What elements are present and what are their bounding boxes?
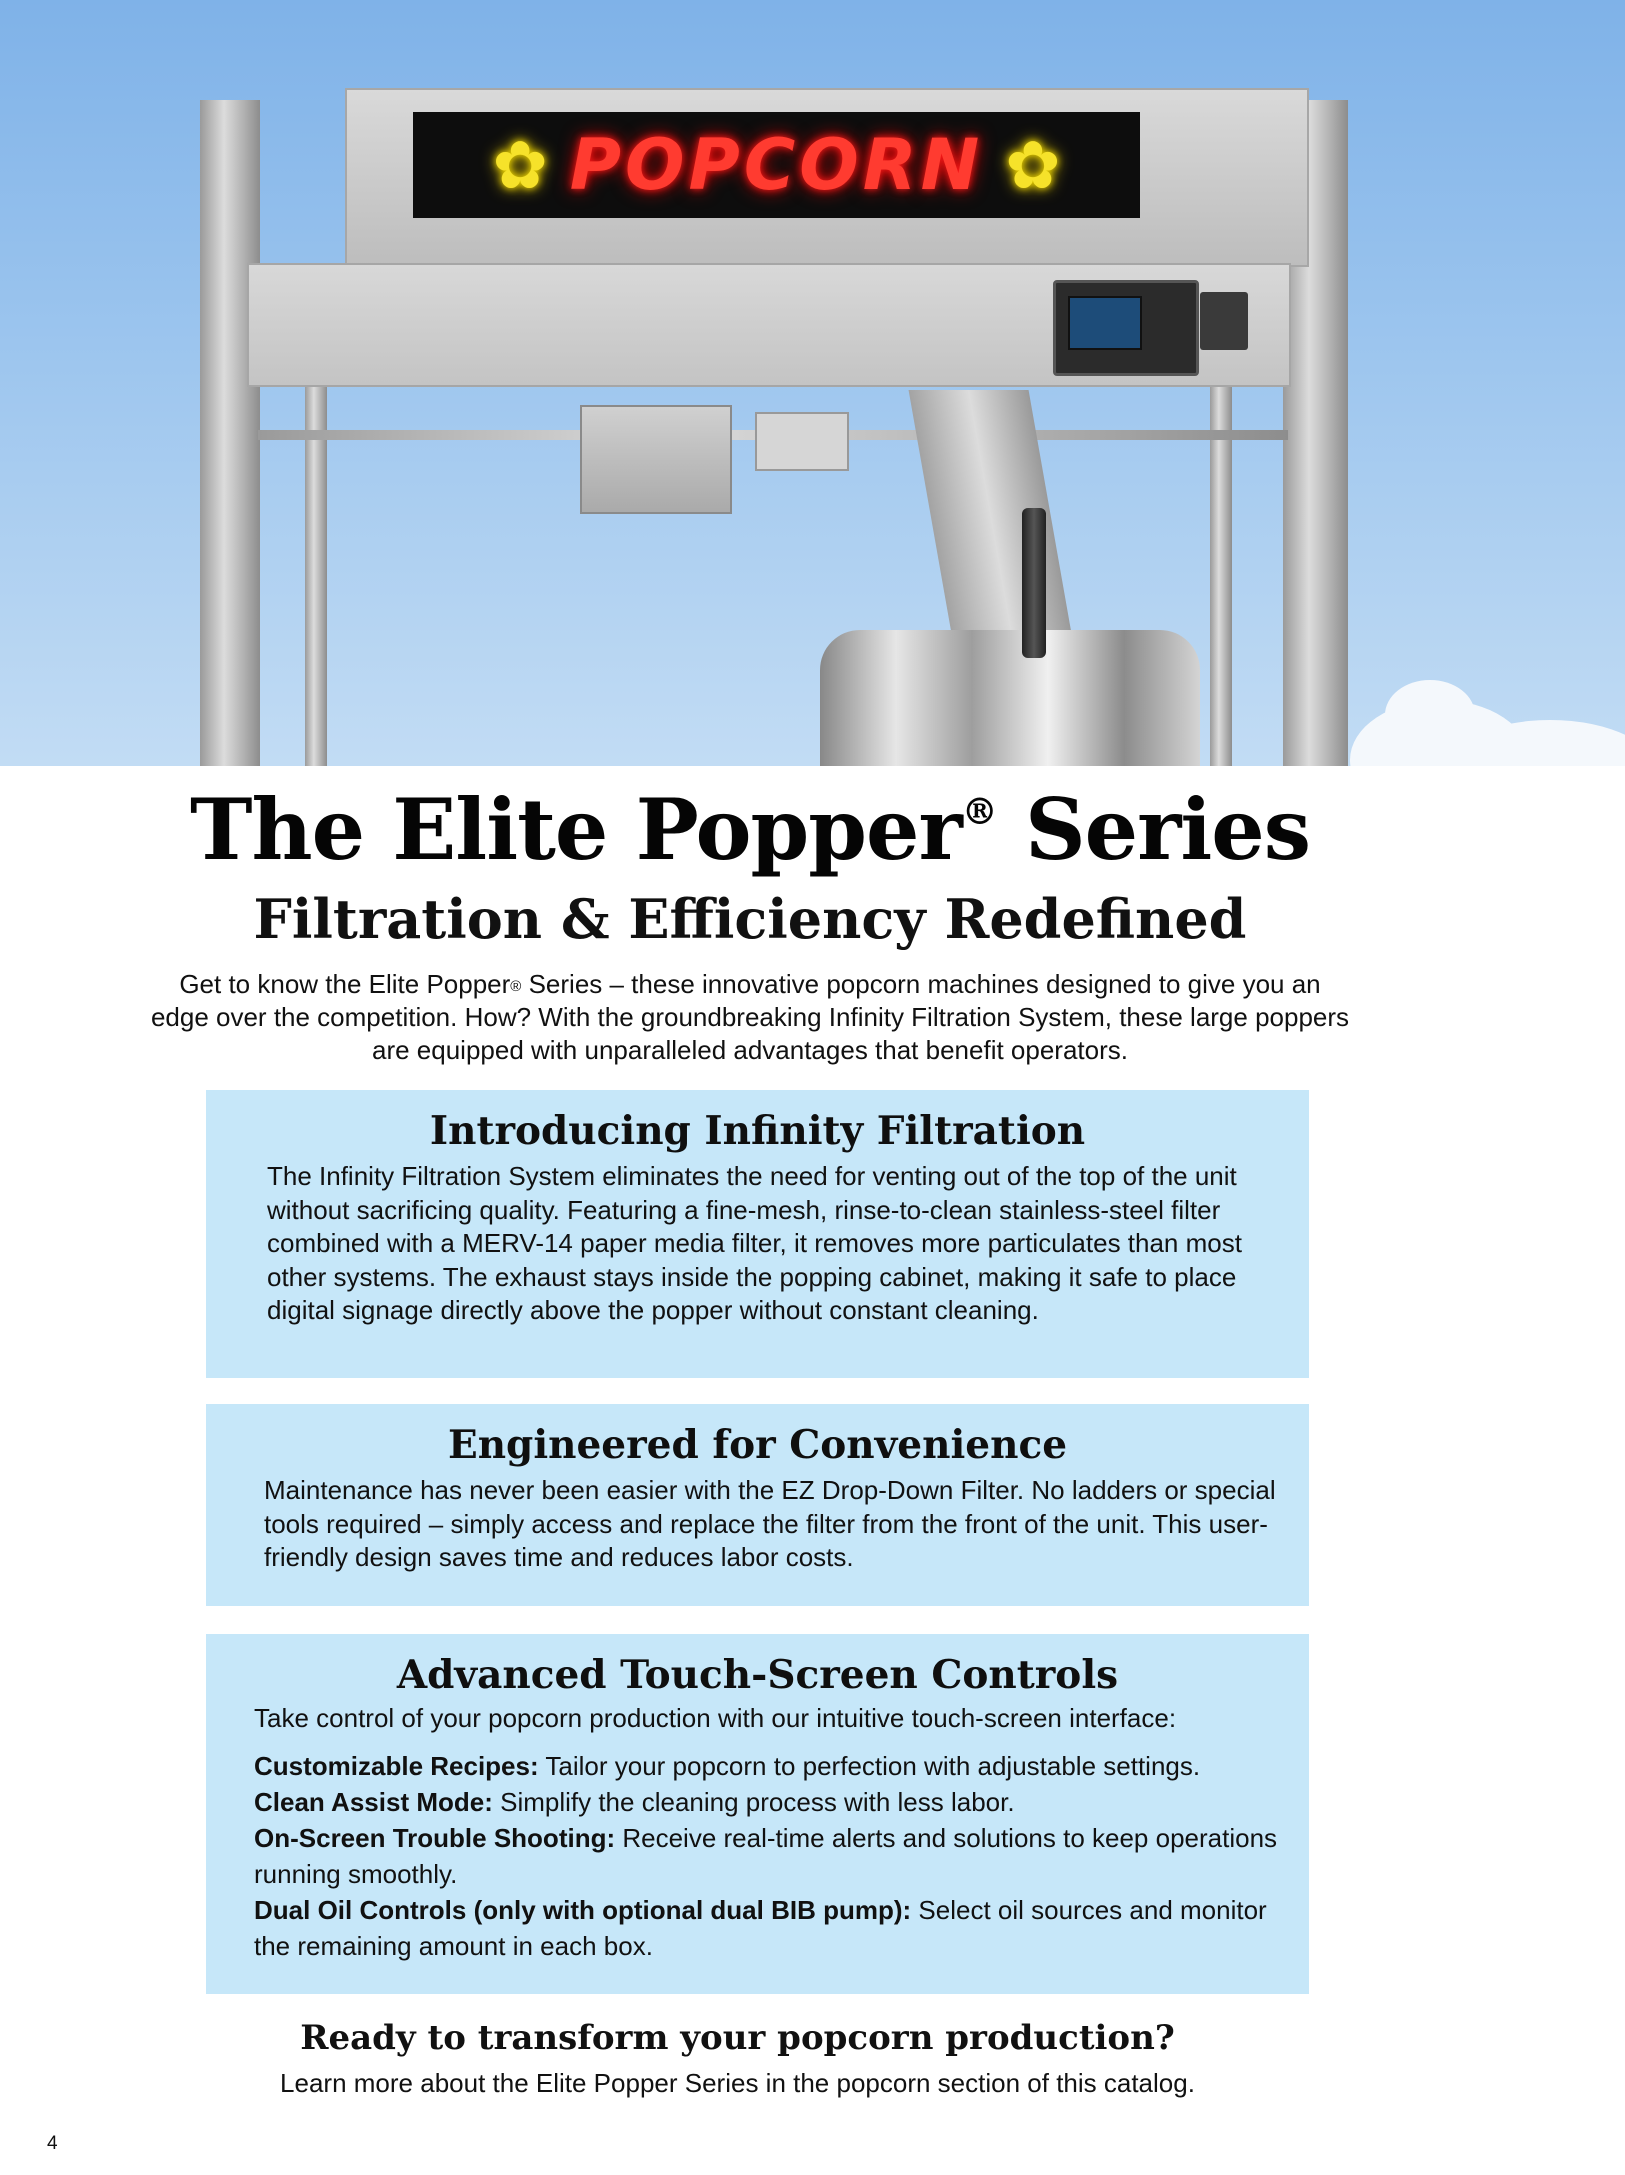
cta-text: Learn more about the Elite Popper Series in the popcorn section of this catalog. (280, 2068, 1195, 2098)
section-touch-screen-controls (206, 1634, 1309, 1994)
sign-text: POPCORN (569, 124, 984, 206)
feature-label: Dual Oil Controls (only with optional dual BIB pump): (254, 1895, 912, 1925)
section-heading: Engineered for Convenience (447, 1422, 1068, 1468)
page-title: The Elite Popper® Series (190, 780, 1310, 879)
feature-label: Customizable Recipes: (254, 1751, 539, 1781)
section-body: The Infinity Filtration System eliminates the need for venting out of the top of the unit without sacrificing quality. Featuring a fine-mesh, rinse-to-clean stainless-steel filter combined with a MERV-14 paper media filter, it removes more particulates than most other systems. The exhaust stays inside the popping cabinet, making it safe to place digital signage directly above the popper without constant cleaning. (267, 1161, 1242, 1325)
page-subtitle: Filtration & Efficiency Redefined (253, 887, 1247, 951)
feature-item (254, 1820, 1294, 1892)
kettle-handle (1022, 508, 1046, 658)
section-engineered-convenience (206, 1404, 1309, 1606)
flower-icon: ✿ (1005, 128, 1061, 202)
filter-housing (580, 405, 732, 514)
hero-image (0, 0, 1625, 766)
section-body: Maintenance has never been easier with the EZ Drop-Down Filter. No ladders or special tools required – simply access and replace the filter from the front of the unit. This user-friendly design saves time and reduces labor costs. (264, 1475, 1276, 1572)
feature-text: Select oil sources and monitor the remaining amount in each box. (254, 1895, 1267, 1961)
feature-text: Receive real-time alerts and solutions to keep operations running smoothly. (254, 1823, 1278, 1889)
machine-frame-left (200, 100, 260, 766)
section-lead: Take control of your popcorn production with our intuitive touch-screen interface: (254, 1703, 1177, 1733)
section-infinity-filtration (206, 1090, 1309, 1378)
feature-list (254, 1748, 1294, 1964)
feature-item (254, 1892, 1294, 1964)
feature-text: Simplify the cleaning process with less labor. (492, 1787, 1015, 1817)
popcorn-kettle (820, 630, 1200, 766)
section-heading: Introducing Infinity Filtration (429, 1108, 1086, 1154)
feature-item (254, 1748, 1294, 1784)
motor-box (755, 412, 849, 471)
page-number: 4 (47, 2133, 58, 2154)
feature-label: On-Screen Trouble Shooting: (254, 1823, 616, 1853)
intro-paragraph: Get to know the Elite Popper® Series – these innovative popcorn machines designed to give you an edge over the competition. How? With the groundbreaking Infinity Filtration System, these large poppers are equipped with unparalleled advantages that benefit operators. (150, 969, 1350, 1065)
section-heading: Advanced Touch-Screen Controls (396, 1652, 1119, 1698)
feature-label: Clean Assist Mode: (254, 1787, 493, 1817)
feature-item (254, 1784, 1294, 1820)
flower-icon: ✿ (492, 128, 548, 202)
touch-screen-display (1068, 296, 1142, 350)
popcorn-sign (413, 112, 1140, 218)
switch-panel (1200, 292, 1248, 350)
cta-heading: Ready to transform your popcorn production? (300, 2018, 1175, 2058)
feature-text: Tailor your popcorn to perfection with adjustable settings. (538, 1751, 1201, 1781)
